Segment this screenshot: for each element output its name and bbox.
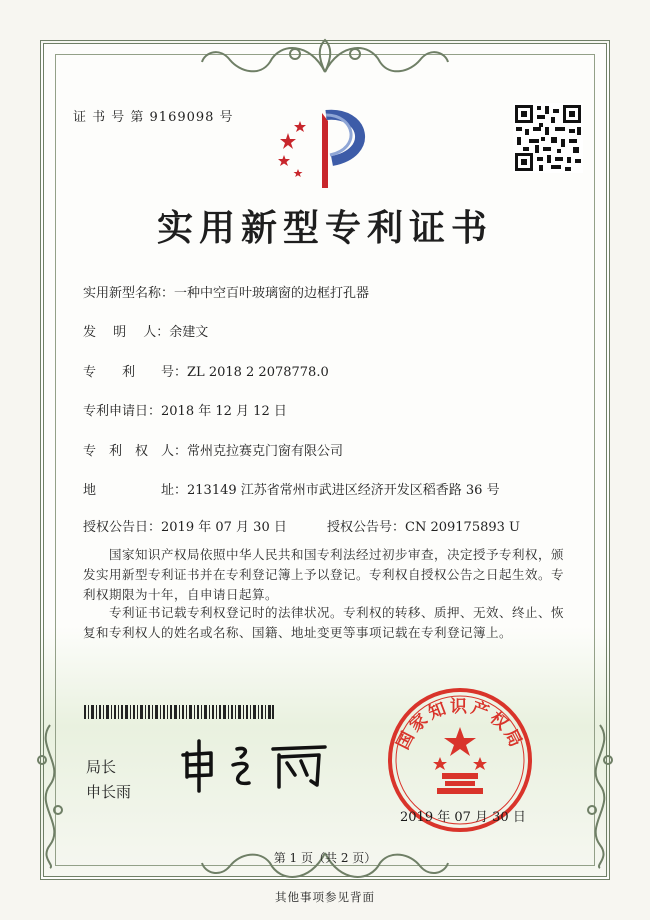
- director-name: 申长雨: [86, 783, 132, 801]
- left-ornament: [30, 720, 70, 870]
- footer-note: 其他事项参见背面: [275, 890, 375, 904]
- barcode: [84, 705, 274, 719]
- filing-date-value: 2018 年 12 月 12 日: [161, 404, 287, 419]
- seal-text: 国家知识产权局: [393, 697, 527, 753]
- patentee-value: 常州克拉赛克门窗有限公司: [187, 444, 344, 459]
- inventor-row: [83, 321, 208, 340]
- body-paragraph-1: 国家知识产权局依照中华人民共和国专利法经过初步审查，决定授予专利权，颁发实用新型专利证书并在专利登记簿上予以登记。专利权自授权公告之日起生效。专利权期限为十年，自申请日起算。: [83, 547, 565, 602]
- grant-date-value: 2019 年 07 月 30 日: [161, 520, 287, 535]
- director-title: 局长: [86, 758, 117, 776]
- filing-date-row: [83, 400, 287, 419]
- body-paragraph-2: 专利证书记载专利权登记时的法律状况。专利权的转移、质押、无效、终止、恢复和专利权人的姓名或名称、国籍、地址变更等事项记载在专利登记簿上。: [83, 605, 565, 640]
- utility-name-row: [83, 282, 369, 301]
- grant-date-row: [83, 516, 287, 535]
- patent-number-label: 专 利 号：: [83, 365, 188, 380]
- patentee-row: [83, 440, 343, 459]
- page-number: 第 1 页（共 2 页）: [273, 851, 377, 865]
- inventor-label: 发 明 人：: [83, 325, 170, 340]
- address-row: [83, 479, 500, 498]
- inventor-value: 余建文: [169, 325, 209, 340]
- grant-date-label: 授权公告日：: [83, 520, 162, 535]
- patent-number-row: [83, 361, 329, 380]
- cnipa-logo-icon: [270, 103, 380, 193]
- grant-pub-number-label: 授权公告号：: [327, 520, 406, 535]
- certificate-title: 实用新型专利证书: [156, 207, 493, 249]
- seal-date: 2019 年 07 月 30 日: [400, 810, 526, 825]
- qr-code: [513, 103, 583, 173]
- utility-name-label: 实用新型名称：: [83, 286, 175, 301]
- top-ornament: [200, 32, 450, 82]
- patentee-label: 专 利 权 人：: [83, 444, 188, 459]
- patent-number-value: ZL 2018 2 2078778.0: [187, 365, 329, 380]
- utility-name-value: 一种中空百叶玻璃窗的边框打孔器: [174, 286, 370, 301]
- address-value: 213149 江苏省常州市武进区经济开发区稻香路 36 号: [187, 483, 500, 498]
- address-label: 地 址：: [83, 483, 188, 498]
- certificate-number: 证 书 号 第 9169098 号: [73, 110, 234, 125]
- grant-pub-number-value: CN 209175893 U: [405, 520, 520, 535]
- right-ornament: [580, 720, 620, 870]
- filing-date-label: 专利申请日：: [83, 404, 162, 419]
- grant-pub-number-row: [327, 516, 520, 535]
- director-signature: [175, 735, 345, 795]
